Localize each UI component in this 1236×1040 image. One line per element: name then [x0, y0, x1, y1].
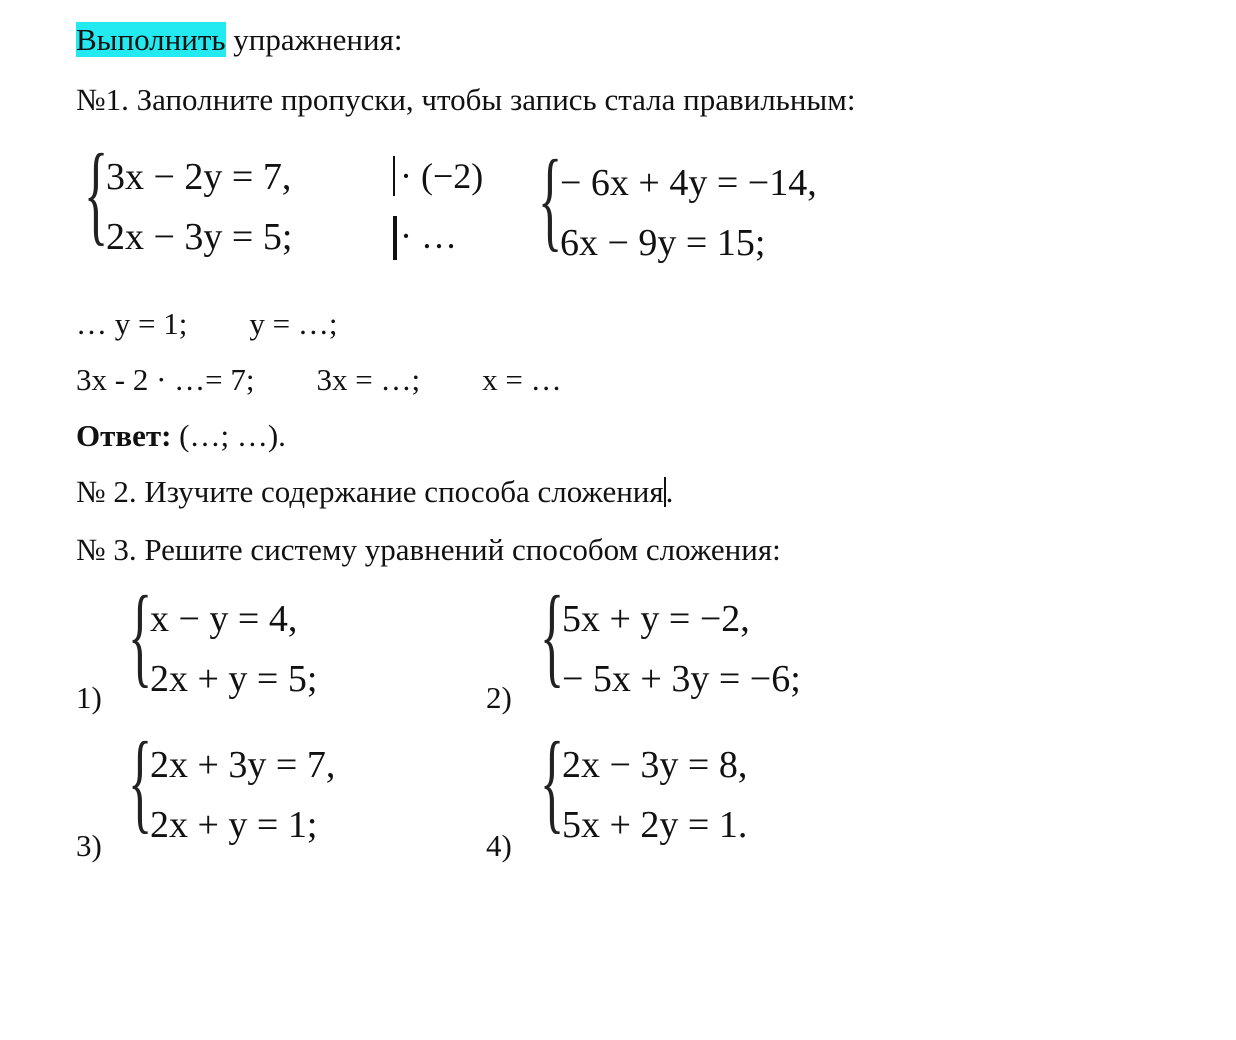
brace-icon: { — [538, 138, 563, 262]
equation: 2x + y = 5; — [150, 658, 318, 700]
brace-icon: { — [540, 720, 565, 844]
multiplier-bar — [393, 156, 395, 196]
brace-icon: { — [128, 574, 153, 698]
equation: 2x − 3y = 8, — [562, 744, 748, 786]
answer-value: (…; …). — [171, 418, 286, 453]
page-title — [76, 24, 402, 55]
equation: 6x − 9y = 15; — [560, 222, 766, 264]
task2-heading-text: № 2. Изучите содержание способа сложения — [76, 474, 664, 509]
task2-heading — [76, 476, 673, 507]
multiplier-1: · (−2) — [400, 156, 484, 196]
multiplier-2: · … — [400, 216, 457, 256]
brace-icon: { — [84, 132, 109, 256]
task3-heading: № 3. Решите систему уравнений способом сложения: — [76, 532, 781, 567]
item-label: 4) — [486, 828, 512, 863]
answer-label: Ответ: — [76, 418, 172, 453]
brace-icon: { — [540, 574, 565, 698]
task3-system-4 — [540, 720, 880, 856]
task1-answer — [76, 420, 286, 451]
task3-system-1 — [128, 574, 428, 710]
task1-line1: … y = 1; y = …; — [76, 306, 338, 341]
item-label: 3) — [76, 828, 102, 863]
task2-heading-end: . — [665, 474, 674, 509]
equation: − 6x + 4y = −14, — [560, 162, 817, 204]
item-label: 1) — [76, 680, 102, 715]
task3-system-3 — [128, 720, 428, 856]
equation: − 5x + 3y = −6; — [562, 658, 801, 700]
task1-line2: 3x - 2 · …= 7; 3x = …; x = … — [76, 362, 562, 397]
equation: 5x + y = −2, — [562, 598, 750, 640]
task1-heading: №1. Заполните пропуски, чтобы запись стала правильным: — [76, 82, 856, 117]
brace-icon: { — [128, 720, 153, 844]
equation: 3x − 2y = 7, — [106, 156, 292, 198]
equation: 2x − 3y = 5; — [106, 216, 293, 258]
task3-system-2 — [540, 574, 920, 710]
equation: 2x + y = 1; — [150, 804, 318, 846]
equation: x − y = 4, — [150, 598, 298, 640]
task1-system-left — [84, 132, 384, 268]
item-label: 2) — [486, 680, 512, 715]
title-rest: упражнения: — [225, 22, 403, 57]
task1-system-right — [538, 138, 918, 274]
equation: 5x + 2y = 1. — [562, 804, 748, 846]
multiplier-bar — [393, 216, 397, 260]
equation: 2x + 3y = 7, — [150, 744, 336, 786]
title-highlight: Выполнить — [76, 22, 226, 57]
